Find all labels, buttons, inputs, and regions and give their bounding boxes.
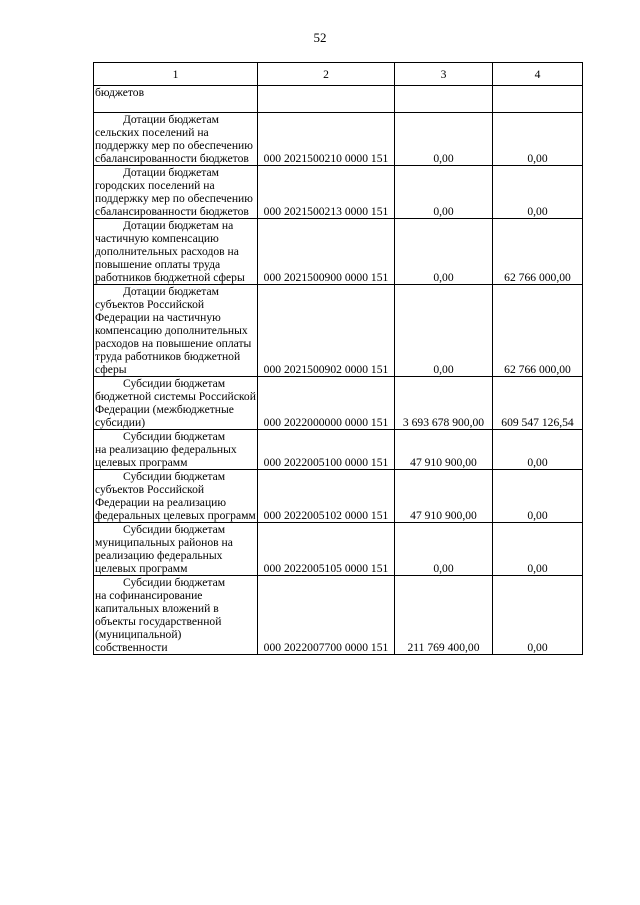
row-code: 000 2022005100 0000 151 <box>258 430 395 470</box>
row-col4-value: 0,00 <box>527 641 548 654</box>
row-code: 000 2022000000 0000 151 <box>258 377 395 430</box>
row-col3 <box>395 430 493 470</box>
header-col-3: 3 <box>395 63 493 86</box>
table-row <box>94 166 583 219</box>
row-col4-value: 62 766 000,00 <box>504 271 571 284</box>
table-row <box>94 470 583 523</box>
row-col3 <box>395 470 493 523</box>
row-name-rest: сельских поселений на поддержку мер по обеспечению сбалансированности бюджетов <box>95 126 253 165</box>
row-name <box>94 470 258 523</box>
row-code: 000 2021500213 0000 151 <box>258 166 395 219</box>
row-name <box>94 523 258 576</box>
row-col4-value: 0,00 <box>527 456 548 469</box>
row-col3-value: 3 693 678 900,00 <box>402 416 485 429</box>
row-col4-value: 0,00 <box>527 562 548 575</box>
row-name-first: Дотации бюджетам <box>123 285 219 298</box>
table-row <box>94 576 583 655</box>
row-name-first: Дотации бюджетам <box>123 166 219 179</box>
row-col3 <box>395 377 493 430</box>
row-name-rest: частичную компенсацию дополнительных расходов на повышение оплаты труда работников бюджетной сферы <box>95 232 245 284</box>
row-code: 000 2022007700 0000 151 <box>258 576 395 655</box>
page-number: 52 <box>313 30 327 45</box>
row-name-rest: городских поселений на поддержку мер по обеспечению сбалансированности бюджетов <box>95 179 253 218</box>
row-col3 <box>395 113 493 166</box>
row-col4 <box>493 377 583 430</box>
continuation-row <box>94 86 583 113</box>
row-name-rest: субъектов Российской Федерации на реализацию федеральных целевых программ <box>95 483 256 522</box>
row-name-rest: на софинансирование капитальных вложений в объекты государственной (муниципальной) собственности <box>95 589 222 654</box>
row-name-first: Дотации бюджетам на <box>123 219 234 232</box>
row-code: 000 2021500900 0000 151 <box>258 219 395 285</box>
row-col3 <box>395 285 493 377</box>
row-name <box>94 219 258 285</box>
table-row <box>94 377 583 430</box>
table-row <box>94 113 583 166</box>
row-col3-value: 47 910 900,00 <box>410 509 477 522</box>
row-name <box>94 285 258 377</box>
row-name <box>94 113 258 166</box>
row-col4 <box>493 113 583 166</box>
row-col4 <box>493 166 583 219</box>
row-name-rest: субъектов Российской Федерации на частичную компенсацию дополнительных расходов на повышение оплаты труда работников бюджетной сферы <box>95 298 252 376</box>
table-row <box>94 430 583 470</box>
row-code: 000 2021500902 0000 151 <box>258 285 395 377</box>
header-col-1: 1 <box>94 63 258 86</box>
row-col4-value: 0,00 <box>527 509 548 522</box>
empty-cell <box>493 86 583 113</box>
row-name-first: Субсидии бюджетам <box>123 576 226 589</box>
row-name-first: Субсидии бюджетам <box>123 470 226 483</box>
table-row <box>94 219 583 285</box>
row-col4-value: 0,00 <box>527 205 548 218</box>
empty-cell <box>258 86 395 113</box>
continuation-text: бюджетов <box>94 86 258 113</box>
header-col-4: 4 <box>493 63 583 86</box>
row-col3 <box>395 166 493 219</box>
table-row <box>94 285 583 377</box>
row-name-rest: бюджетной системы Российской Федерации (межбюджетные субсидии) <box>95 390 256 429</box>
row-col4-value: 0,00 <box>527 152 548 165</box>
row-col3-value: 0,00 <box>433 363 454 376</box>
row-col4-value: 609 547 126,54 <box>501 416 574 429</box>
row-name-rest: на реализацию федеральных целевых программ <box>95 443 237 469</box>
budget-table <box>93 62 583 655</box>
row-code: 000 2022005102 0000 151 <box>258 470 395 523</box>
row-col3-value: 0,00 <box>433 562 454 575</box>
row-code: 000 2022005105 0000 151 <box>258 523 395 576</box>
row-col4 <box>493 523 583 576</box>
row-col3-value: 0,00 <box>433 271 454 284</box>
row-col4 <box>493 576 583 655</box>
row-col3-value: 211 769 400,00 <box>407 641 480 654</box>
row-col4 <box>493 430 583 470</box>
row-code: 000 2021500210 0000 151 <box>258 113 395 166</box>
row-col4 <box>493 219 583 285</box>
row-name-first: Субсидии бюджетам <box>123 523 226 536</box>
row-col3 <box>395 523 493 576</box>
row-col3-value: 47 910 900,00 <box>410 456 477 469</box>
header-col-2: 2 <box>258 63 395 86</box>
row-name-rest: муниципальных районов на реализацию федеральных целевых программ <box>95 536 233 575</box>
row-name-first: Субсидии бюджетам <box>123 377 226 390</box>
row-name <box>94 576 258 655</box>
table-row <box>94 523 583 576</box>
row-col3-value: 0,00 <box>433 152 454 165</box>
row-name <box>94 430 258 470</box>
row-col3 <box>395 576 493 655</box>
row-col3 <box>395 219 493 285</box>
row-name-first: Дотации бюджетам <box>123 113 219 126</box>
empty-cell <box>395 86 493 113</box>
row-col4 <box>493 470 583 523</box>
row-name-first: Субсидии бюджетам <box>123 430 226 443</box>
row-name <box>94 377 258 430</box>
row-col4-value: 62 766 000,00 <box>504 363 571 376</box>
row-name <box>94 166 258 219</box>
row-col4 <box>493 285 583 377</box>
header-row <box>94 63 583 86</box>
row-col3-value: 0,00 <box>433 205 454 218</box>
